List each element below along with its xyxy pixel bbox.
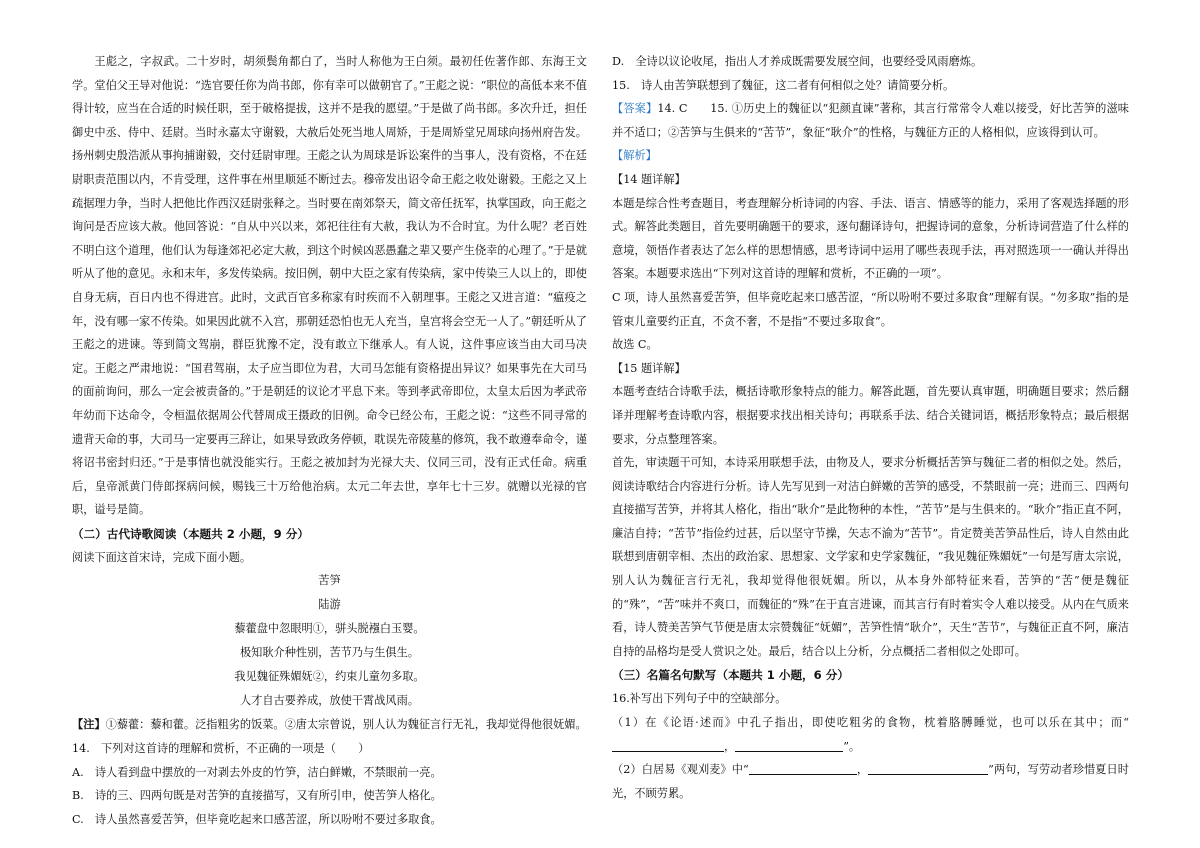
question-14-option-d: D. 全诗以议论收尾，指出人才养成既需要发展空间，也要经受风雨磨炼。 [612,55,983,68]
item-1-comma: ， [724,739,736,753]
passage-translation: 王彪之，字叔武。二十岁时，胡须鬓角都白了，当时人称他为王白须。最初任佐著作郎、东海王文学。堂伯父王导对他说：“选官要任你为尚书郎，你有幸可以做朝官了。”王彪之说：“职位的高低本来不值得计较，应当在合适的时候任职，至于破格提拔，这并不是我的愿望。”于是做了尚书郎。多次升迁，担任御史中丞、侍中、廷尉。当时永嘉太守谢毅，大赦后处死当地人周矫，于是周矫堂兄周球向扬州府告发。扬州刺史殷浩派从事拘捕谢毅，交付廷尉审理。王彪之认为周球是诉讼案件的当事人，没有资格，不在廷尉职责范围以内，不肯受理，这件事在州里顺延不断过去。穆帝发出诏令命王彪之收处谢毅。王彪之又上疏据理力争，当时人把他比作西汉廷尉张释之。当时要在南郊祭天，简文帝任抚军，执掌国政，向王彪之询问是否应该大赦。他回答说：“自从中兴以来，郊祀往往有大赦，我认为不合时宜。为什么呢？老百姓不明白这个道理，他们认为每逢郊祀必定大赦，到这个时候凶恶愚蠢之辈又要产生侥幸的心理了。”于是就听从了他的意见。永和末年，多发传染病。按旧例，朝中大臣之家有传染病，家中传染三人以上的，即使自身无病，百日内也不得进宫。此时，文武百官多称家有时疾而不入朝理事。王彪之又进言道：“瘟疫之年，没有哪一家不传染。如果因此就不入宫，那朝廷恐怕也无人充当，皇宫将会空无一人了。”朝廷听从了王彪之的进谏。等到简文驾崩，群臣犹豫不定，没有敢立下继承人。有人说，这件事应该当由大司马决定。王彪之严肃地说：“国君驾崩，太子应当即位为君，大司马怎能有资格提出异议？如果事先在大司马的面前询问，那么一定会被责备的。”于是朝廷的议论才平息下来。等到孝武帝即位，太皇太后因为孝武帝年幼而下达命令，令桓温依据周公代替周成王摄政的旧例。命令已经公布，王彪之说：“这些不同寻常的遗背天命的事，大司马一定要再三辞让，如果导致政务停顿，耽误先帝陵墓的修筑，我不敢遵奉命令，谨将诏书密封归还。”于是事情也就没能实行。王彪之被加封为光禄大夫、仪同三司，没有正式任命。病重后，皇帝派黄门侍郎探病问候，赐钱三十万给他治病。太元二年去世，享年七十三岁。就赠以光禄的官职，谥号是简。 [72,55,587,517]
item-2-comma: ， [856,763,869,777]
question-15-stem: 15. 诗人由苦笋联想到了魏征，这二者有何相似之处？请简要分析。 [612,78,955,92]
q14-detail-paragraph: 本题是综合性考查题目，考查理解分析诗词的内容、手法、语言、情感等的能力，采用了客观选择题的形式。解答此类题目，首先要明确题干的要求，逐句翻译诗句，把握诗词的意象，分析诗词营造了什么样的意境，领悟作者表达了怎么样的思想情感，思考诗词中运用了哪些表现手法，再对照选项一一确认并得出答案。本题要求选出“下列对这首诗的理解和赏析，不正确的一项”。 [612,196,1129,281]
question-14-option-a: A. 诗人看到盘中摆放的一对剥去外皮的竹笋，洁白鲜嫩，不禁眼前一亮。 [72,765,442,779]
q14-conclusion: 故选 C。 [612,338,658,352]
poetry-instruction: 阅读下面这首宋诗，完成下面小题。 [72,550,252,564]
item-1-close: ”。 [843,739,861,753]
q14-detail-paragraph: C 项，诗人虽然喜爱苦笋，但毕竟吃起来口感苦涩，“所以吩咐不要过多取食”理解有误。“勿多取”指的是管束儿童要约正直，不贪不奢，不是指“不要过多取食”。 [612,290,1129,328]
answer-block [612,97,1129,144]
left-column [72,50,587,831]
question-14-option-b: B. 诗的三、四两句既是对苦笋的直接描写，又有所引申，使苦笋人格化。 [72,789,442,803]
question-14-option-c: C. 诗人虽然喜爱苦笋，但毕竟吃起来口感苦涩，所以吩咐不要过多取食。 [72,812,442,826]
right-column [612,50,1129,805]
answer-tag: 【答案】 [612,102,658,116]
item-1-text: （1）在《论语·述而》中孔子指出，即使吃粗劣的食物，枕着胳膊睡觉，也可以乐在其中；而“ [612,716,1129,730]
answer-blank[interactable] [612,739,724,752]
q15-detail-paragraph: 首先，审读题干可知，本诗采用联想手法，由物及人，要求分析概括苦笋与魏征二者的相似之处。然后，阅读诗歌结合内容进行分析。诗人先写见到一对洁白鲜嫩的苦笋的感受，不禁眼前一亮；进而三、四两句直接描写苦笋，并将其人格化，指出“耿介”是此物种的本性，“苦节”是与生俱来的。“耿介”指正直不阿，廉洁自持；“苦节”指俭约过甚，后以坚守节操，矢志不渝为“苦节”。肯定赞美苦笋品性后，诗人自然由此联想到唐朝宰相、杰出的政治家、思想家、文学家和史学家魏征，“我见魏征殊媚妩”一句是写唐太宗说，别人认为魏征言行无礼，我却觉得他很妩媚。所以，从本身外部特征来看，苦笋的“苦”便是魏征的“殊”，“苦”味并不爽口，而魏征的“殊”在于直言进谏，而其言行有时着实令人难以接受。从内在气质来看，诗人赞美苦笋气节便是唐太宗赞魏征“妩媚”，苦笋性情“耿介”，天生“苦节”，与魏征正直不阿，廉洁自持的品格均是受人赏识之处。最后，结合以上分析，分点概括二者相似之处即可。 [612,456,1129,658]
question-16-item-1 [612,711,1129,758]
answer-blank[interactable] [749,762,857,775]
answer-blank[interactable] [868,762,988,775]
question-14-stem: 14. 下列对这首诗的理解和赏析，不正确的一项是（ ） [72,742,370,756]
analysis-tag: 【解析】 [612,149,657,163]
question-16-item-2 [612,758,1129,805]
poem-title: 苦笋 [318,574,341,588]
poem-line: 人才自古要养成，放使干霄战风雨。 [239,694,419,708]
poem-note [72,713,587,737]
poem-line: 我见魏征殊媚妩②，约束儿童勿多取。 [234,670,425,684]
answer-text: 14. C 15. ①历史上的魏征以“犯颜直谏”著称，其言行常常令人难以接受，好比苦笋的滋味并不适口；②苦笋与生俱来的“苦节”，象征“耿介”的性格，与魏征方正的人格相似，应该得到认可。 [612,102,1129,139]
q15-detail-heading: 【15 题详解】 [612,361,686,375]
poem [72,569,587,713]
item-2-text: （2）白居易《观刈麦》中“ [612,763,749,777]
answer-blank[interactable] [735,739,843,752]
question-16-stem: 16.补写出下列句子中的空缺部分。 [612,692,787,706]
section-heading-dictation: （三）名篇名句默写（本题共 1 小题，6 分） [612,668,849,683]
note-text: ①藜藿：藜和藿。泛指粗劣的饭菜。②唐太宗曾说，别人认为魏征言行无礼，我却觉得他很妩媚。 [105,718,587,732]
note-label: 【注】 [72,718,106,732]
q15-detail-paragraph: 本题考查结合诗歌手法，概括诗歌形象特点的能力。解答此题，首先要认真审题，明确题目要求；然后翻译并理解考查诗歌内容，根据要求找出相关诗句；再联系手法、结合关键词语，概括形象特点；最后根据要求，分点整理答案。 [612,385,1129,446]
poem-line: 藜藿盘中忽眼明①，骈头脱襁白玉婴。 [234,622,425,636]
poem-line: 极知耿介种性别，苦节乃与生俱生。 [239,646,419,660]
q14-detail-heading: 【14 题详解】 [612,172,686,186]
section-heading-poetry: （二）古代诗歌阅读（本题共 2 小题，9 分） [72,526,309,541]
item-2-close: ”两句，写劳动者珍惜夏日时光，不顾劳累。 [612,763,1129,800]
poem-author: 陆游 [318,598,341,612]
